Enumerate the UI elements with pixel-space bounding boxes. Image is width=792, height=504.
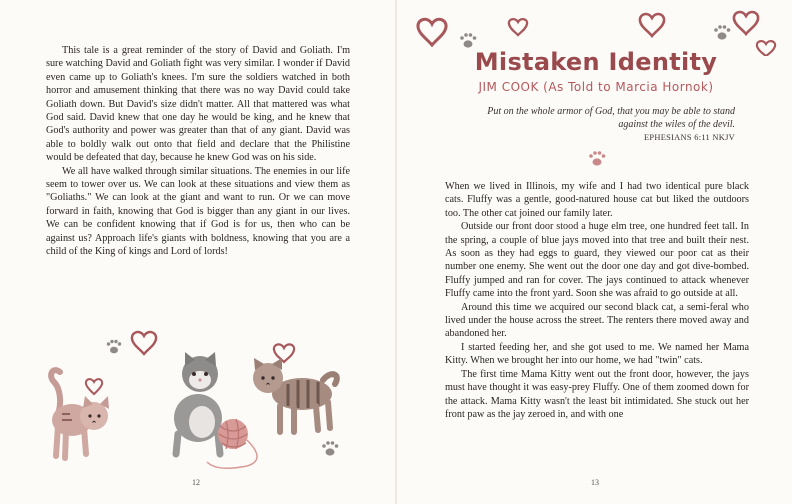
cat-icon <box>51 370 109 458</box>
heart-icon <box>418 19 446 45</box>
epigraph: Put on the whole armor of God, that you may be able to stand against the wiles of the devil. <box>487 106 735 130</box>
paw-print-icon <box>714 25 730 39</box>
paragraph: I started feeding her, and she got used to me. We named her Mama Kitty. When we brought her into our home, we had "twin" cats. <box>445 341 749 367</box>
paw-print-icon <box>460 33 476 47</box>
heart-icon <box>757 41 775 56</box>
heart-icon <box>274 344 294 362</box>
paw-print-icon <box>588 150 606 168</box>
paw-print-icon <box>322 441 338 455</box>
heart-icon <box>734 12 758 34</box>
right-page-body <box>445 180 749 421</box>
chapter-title: Mistaken Identity <box>474 48 718 76</box>
heart-icon <box>640 14 664 36</box>
paragraph: This tale is a great reminder of the story of David and Goliath. I'm sure watching David and Goliath fight was very similar. I wonder if David even came up to Goliath's knees. I'm sure the soldiers watched in both horror and amusement thinking that there was no way David could take Goliath down. But David's size didn't matter. All that mattered was what God said. David knew that one day he would be king, and he knew that God's authority and power was greater than that of any giant. David was able to boldly walk out onto that field and declare that the Philistine would be defeated that day, because he knew God was on his side. <box>46 45 350 164</box>
heart-icon <box>132 332 156 354</box>
page-number: 12 <box>192 478 200 487</box>
paragraph: When we lived in Illinois, my wife and I had two identical pure black cats. Fluffy was a gentle, good-natured house cat but liked the outdoors too. The other cat joined our family later. <box>445 181 749 219</box>
cat-icon <box>253 358 337 432</box>
paragraph: The first time Mama Kitty went out the front door, however, the jays must have thought it was easy-prey Fluffy. One of them zoomed down for the attack. Mama Kitty wasn't the least bit intimidated. She stuck out her front paw as the jay zeroed in, and with one <box>445 368 749 420</box>
cats-illustration <box>40 322 350 472</box>
paragraph: We all have walked through similar situations. The enemies in our life seem to tower over us. We can look at these situations and view them as "Goliaths." We can look at the giant and want to run. Or we can move forward in faith, knowing that God is bigger than any giant in our lives. We can be confident knowing that if God is for us, then who can be against us? Approach life's giants with boldness, knowing that you are a child of the King of kings and Lord of lords! <box>46 165 350 258</box>
paw-print-icon <box>107 340 121 354</box>
heart-icon <box>86 379 102 394</box>
paragraph: Outside our front door stood a huge elm tree, one hundred feet tall. In the spring, a couple of blue jays moved into that tree and built their nest. As soon as they had eggs to guard, they viewed our poor cat as their number one enemy. She went out the door one day and got dive-bombed. Fluffy jumped and ran for cover. The jays continued to attack whenever Fluffy came into the front yard. Soon she was afraid to go outside at all. <box>445 221 749 300</box>
paragraph: Around this time we acquired our second black cat, a semi-feral who lived under the house across the street. The renters there moved away and abandoned her. <box>445 301 749 340</box>
chapter-author: JIM COOK (As Told to Marcia Hornok) <box>478 80 714 94</box>
cat-icon <box>174 352 222 454</box>
page-number: 13 <box>591 478 599 487</box>
heart-icon <box>509 19 527 35</box>
epigraph-source: EPHESIANS 6:11 NKJV <box>643 133 735 142</box>
left-page-body <box>46 44 350 259</box>
